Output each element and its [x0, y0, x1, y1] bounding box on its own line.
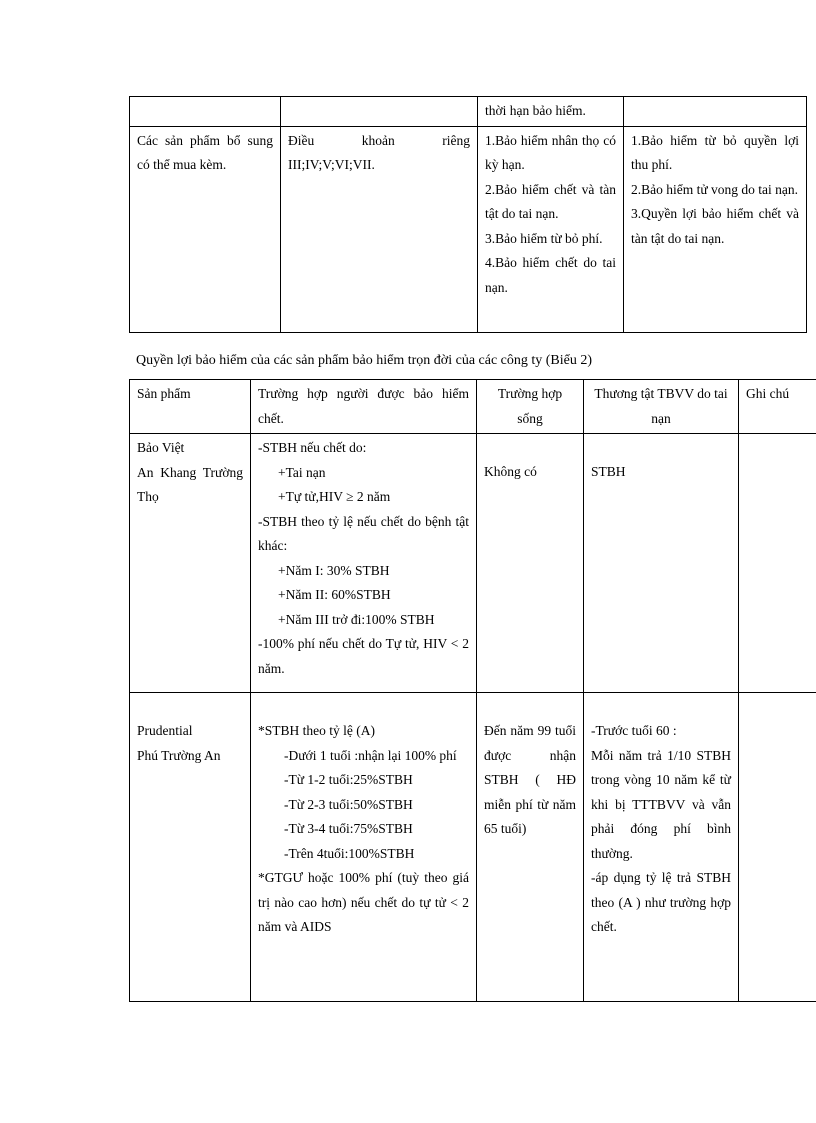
- table-cell: [478, 126, 624, 332]
- list-item: 1.Bảo hiểm nhân thọ có kỳ hạn.: [485, 132, 616, 172]
- company-name: Bảo Việt: [137, 440, 185, 455]
- list-item: 1.Bảo hiểm từ bỏ quyền lợi thu phí.: [631, 132, 799, 172]
- whole-life-benefits-table: [129, 379, 816, 1002]
- list-item: +Năm III trở đi:100% STBH: [278, 611, 435, 627]
- list-item: -Dưới 1 tuổi :nhận lại 100% phí: [284, 747, 457, 763]
- injury-benefit-cell: [584, 434, 739, 693]
- table-caption: Quyền lợi bảo hiểm của các sản phẩm bảo hiểm trọn đời của các công ty (Biểu 2): [136, 353, 593, 368]
- row-label: Các sản phẩm bổ sung có thể mua kèm.: [130, 126, 281, 332]
- list-item: STBH: [591, 464, 626, 479]
- list-item: -Từ 2-3 tuổi:50%STBH: [284, 796, 413, 812]
- alive-benefit-cell: [477, 693, 584, 1002]
- table-cell: Điều khoản riêng III;IV;V;VI;VII.: [281, 126, 478, 332]
- death-benefit-cell: [251, 693, 477, 1002]
- table-header-row: [130, 380, 816, 434]
- column-header: Ghi chú: [739, 380, 816, 434]
- table-cell: [281, 97, 478, 127]
- column-header: Trường hợp người được bảo hiểm chết.: [251, 380, 477, 434]
- death-benefit-cell: [251, 434, 477, 693]
- alive-benefit-cell: [477, 434, 584, 693]
- list-item: Mỗi năm trả 1/10 STBH trong vòng 10 năm kể từ khi bị TTTBVV và vẫn phải đóng phí bình thường.: [591, 747, 731, 861]
- list-item: 2.Bảo hiểm chết và tàn tật do tai nạn.: [485, 181, 616, 221]
- injury-benefit-cell: [584, 693, 739, 1002]
- product-cell: [130, 434, 251, 693]
- table-row: [130, 434, 816, 693]
- column-header: Trường hợp sống: [477, 380, 584, 434]
- product-name: An Khang Trường Thọ: [137, 464, 243, 504]
- table-cell: [624, 97, 807, 127]
- alive-benefit-text: Không có: [484, 464, 537, 479]
- list-item: -áp dụng tỷ lệ trả STBH theo (A ) như trường hợp chết.: [591, 870, 731, 934]
- company-name: Prudential: [137, 723, 193, 738]
- table-row: [130, 97, 807, 127]
- product-cell: [130, 693, 251, 1002]
- list-item: +Năm II: 60%STBH: [278, 587, 391, 602]
- list-item: -STBH nếu chết do:: [258, 440, 367, 455]
- list-item: +Tai nạn: [278, 464, 326, 480]
- note-cell: [739, 693, 816, 1002]
- column-header: Sản phẩm: [130, 380, 251, 434]
- table-cell: thời hạn bảo hiểm.: [478, 97, 624, 127]
- list-item: +Năm I: 30% STBH: [278, 562, 390, 578]
- list-item: 3.Bảo hiểm từ bỏ phí.: [485, 230, 603, 246]
- alive-benefit-text: Đến năm 99 tuổi được nhận STBH ( HĐ miễn phí từ năm 65 tuổi): [484, 723, 576, 836]
- product-name: Phú Trường An: [137, 747, 221, 763]
- list-item: +Tự tử,HIV ≥ 2 năm: [278, 489, 391, 504]
- list-item: -Từ 3-4 tuổi:75%STBH: [284, 821, 413, 836]
- list-item: -Trên 4tuổi:100%STBH: [284, 845, 415, 861]
- benefits-table-continued: [129, 96, 807, 333]
- list-item: -Từ 1-2 tuổi:25%STBH: [284, 772, 413, 787]
- list-item: 2.Bảo hiểm tử vong do tai nạn.: [631, 181, 799, 197]
- list-item: -Trước tuổi 60 :: [591, 723, 677, 738]
- list-item: 4.Bảo hiểm chết do tai nạn.: [485, 255, 616, 295]
- table-row: [130, 693, 816, 1002]
- table-cell: [624, 126, 807, 332]
- table-row: [130, 126, 807, 332]
- note-cell: [739, 434, 816, 693]
- list-item: *GTGƯ hoặc 100% phí (tuỳ theo giá trị nào cao hơn) nếu chết do tự tử < 2 năm và AIDS: [258, 870, 469, 934]
- table-cell: [130, 97, 281, 127]
- list-item: *STBH theo tỷ lệ (A): [258, 723, 375, 738]
- column-header: Thương tật TBVV do tai nạn: [584, 380, 739, 434]
- list-item: 3.Quyền lợi bảo hiểm chết và tàn tật do tai nạn.: [631, 206, 799, 246]
- list-item: -100% phí nếu chết do Tự tử, HIV < 2 năm.: [258, 636, 469, 676]
- list-item: -STBH theo tỷ lệ nếu chết do bệnh tật khác:: [258, 513, 469, 553]
